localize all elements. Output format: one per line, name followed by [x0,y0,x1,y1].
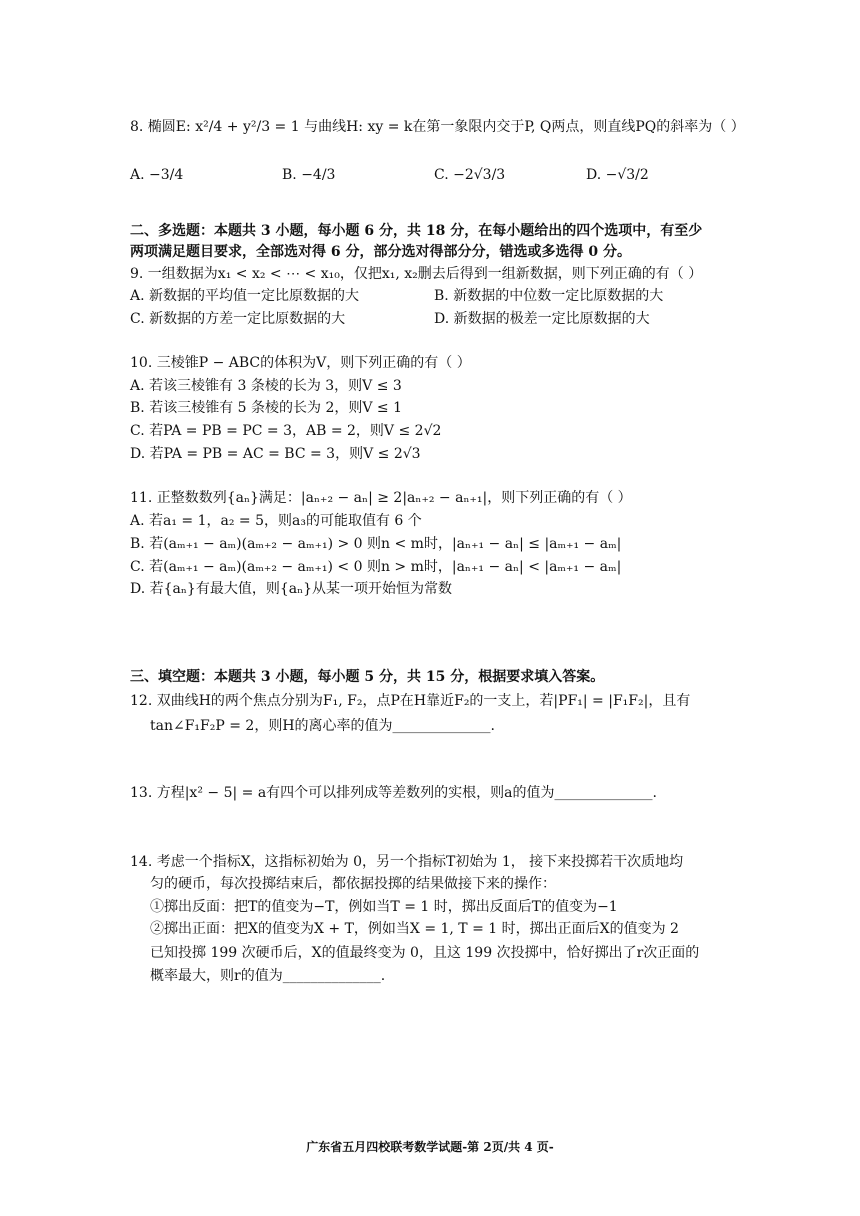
q9-option-a: A. 新数据的平均值一定比原数据的大 [130,288,360,304]
q8-option-d: D. −√3/2 [586,167,649,183]
q14-line2: 匀的硬币，每次投掷结束后，都依据投掷的结果做接下来的操作： [150,876,556,892]
q9-option-c: C. 新数据的方差一定比原数据的大 [130,311,346,327]
q10-stem: 10. 三棱锥P − ABC的体积为V，则下列正确的有（ ） [130,355,471,371]
q9-stem: 9. 一组数据为x₁ < x₂ < ⋯ < x₁₀，仅把x₁, x₂删去后得到一组新数据，则下列正确的有（ ） [130,266,703,282]
q10-option-c: C. 若PA = PB = PC = 3，AB = 2，则V ≤ 2√2 [130,423,442,439]
q9-option-d: D. 新数据的极差一定比原数据的大 [434,311,650,327]
q8-option-a: A. −3/4 [130,167,184,183]
q14-line6: 概率最大，则r的值为______________. [150,968,386,984]
q14-line3: ①掷出反面：把T的值变为−T，例如当T = 1 时，掷出反面后T的值变为−1 [150,899,618,915]
q11-option-b: B. 若(aₘ₊₁ − aₘ)(aₘ₊₂ − aₘ₊₁) > 0 则n < m时，|aₙ₊₁ − aₙ| ≤ |aₘ₊₁ − aₘ| [130,536,622,552]
q10-option-b: B. 若该三棱锥有 5 条棱的长为 2，则V ≤ 1 [130,400,403,416]
section3-heading: 三、填空题：本题共 3 小题，每小题 5 分，共 15 分，根据要求填入答案。 [130,669,605,685]
q14-line1: 14. 考虑一个指标X，这指标初始为 0，另一个指标T初始为 1， 接下来投掷若干次质地均 [130,854,684,870]
q12-line1: 12. 双曲线H的两个焦点分别为F₁, F₂，点P在H靠近F₂的一支上，若|PF₁| = |F₁F₂|，且有 [130,693,691,709]
q8-option-c: C. −2√3/3 [434,167,506,183]
section2-heading-line2: 两项满足题目要求，全部选对得 6 分，部分选对得部分分，错选或多选得 0 分。 [130,244,631,260]
q11-option-a: A. 若a₁ = 1，a₂ = 5，则a₃的可能取值有 6 个 [130,513,422,529]
q11-stem: 11. 正整数数列{aₙ}满足：|aₙ₊₂ − aₙ| ≥ 2|aₙ₊₂ − aₙ₊₁|，则下列正确的有（ ） [130,490,632,506]
page-footer: 广东省五月四校联考数学试题-第 2页/共 4 页- [306,1140,554,1154]
section2-heading-line1: 二、多选题：本题共 3 小题，每小题 6 分，共 18 分，在每小题给出的四个选项中，有至少 [130,223,703,239]
q8-option-b: B. −4/3 [282,167,336,183]
q11-option-c: C. 若(aₘ₊₁ − aₘ)(aₘ₊₂ − aₘ₊₁) < 0 则n > m时，|aₙ₊₁ − aₙ| < |aₘ₊₁ − aₘ| [130,559,622,575]
q11-option-d: D. 若{aₙ}有最大值，则{aₙ}从某一项开始恒为常数 [130,581,453,597]
q10-option-a: A. 若该三棱锥有 3 条棱的长为 3，则V ≤ 3 [130,378,402,394]
q8-stem: 8. 椭圆E: x²/4 + y²/3 = 1 与曲线H: xy = k在第一象限内交于P, Q两点，则直线PQ的斜率为（ ） [130,119,745,135]
q13-line1: 13. 方程|x² − 5| = a有四个可以排列成等差数列的实根，则a的值为______________. [130,785,657,801]
q12-line2: tan∠F₁F₂P = 2，则H的离心率的值为______________. [150,718,495,734]
q10-option-d: D. 若PA = PB = AC = BC = 3，则V ≤ 2√3 [130,446,421,462]
q9-option-b: B. 新数据的中位数一定比原数据的大 [434,288,664,304]
q14-line5: 已知投掷 199 次硬币后，X的值最终变为 0，且这 199 次投掷中，恰好掷出了r次正面的 [150,945,700,961]
q14-line4: ②掷出正面：把X的值变为X + T，例如当X = 1, T = 1 时，掷出正面后X的值变为 2 [150,921,679,937]
